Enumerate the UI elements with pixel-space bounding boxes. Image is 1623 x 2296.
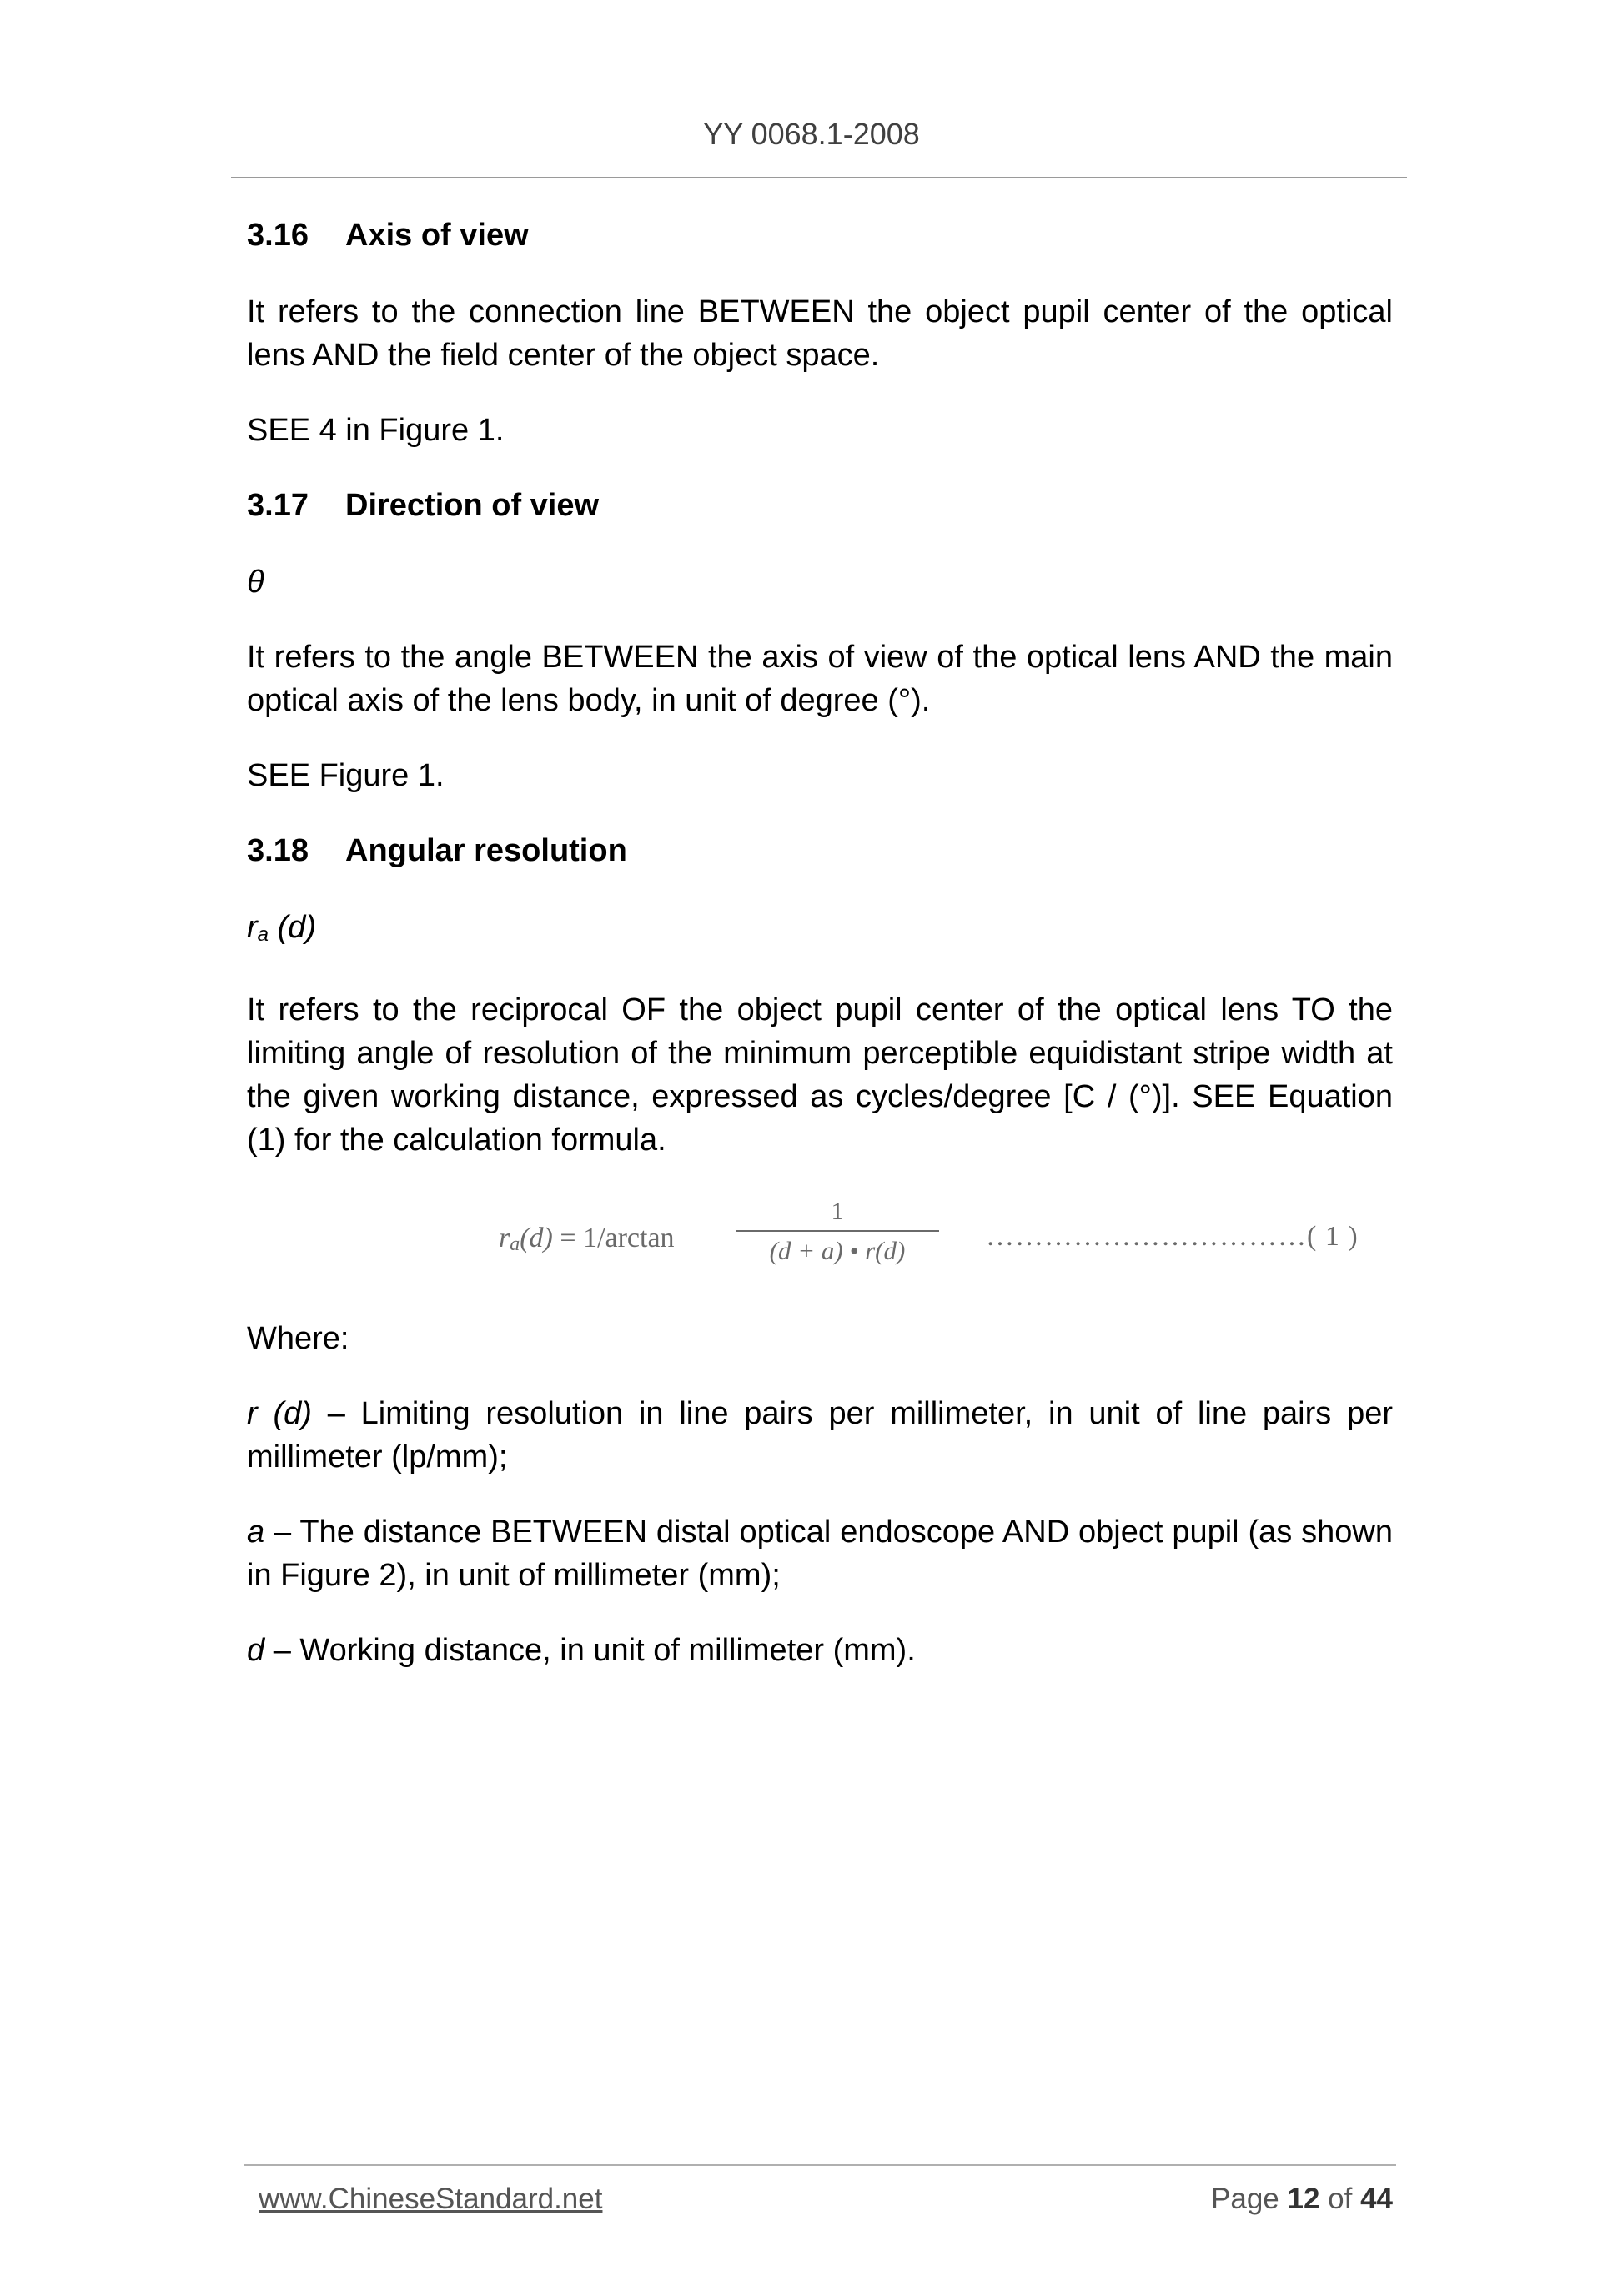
section-heading-3-18 [247,829,1393,872]
equation-numerator: 1 [831,1198,844,1225]
where-label: Where: [247,1321,349,1356]
page-number [1154,2183,1393,2216]
term-symbol: θ [247,565,264,600]
figure-reference: SEE Figure 1. [247,758,445,793]
where-item [247,1629,1393,1672]
equation-1 [247,1193,1393,1274]
equation-fraction [736,1193,939,1270]
symbol-argument: (d) [269,910,317,945]
section-body: It refers to the connection line BETWEEN the object pupil center of the optical lens AND the field center of the object space. [247,294,1393,373]
where-description: – Limiting resolution in line pairs per millimeter, in unit of line pairs per millimeter (lp/mm); [247,1396,1394,1475]
equation-number: ( 1 ) [1307,1221,1359,1252]
footer-divider [244,2164,1396,2166]
leader-dots: …………………………… [986,1221,1307,1252]
where-item [247,1392,1393,1479]
document-header: YY 0068.1-2008 [703,117,920,151]
symbol-main: r [247,910,258,945]
section-number: 3.18 [247,833,309,868]
header-divider [231,177,1407,178]
section-title: Angular resolution [345,833,627,868]
equation-operator: = 1/arctan [552,1223,675,1254]
where-symbol: d [247,1633,265,1668]
where-item [247,1510,1393,1597]
page-content [247,214,1393,1704]
section-title: Axis of view [345,218,529,253]
equation-denominator: (d + a) • r(d) [769,1236,906,1265]
page-current: 12 [1287,2183,1320,2215]
page-of: of [1319,2183,1361,2215]
section-number: 3.16 [247,218,309,253]
where-symbol: r (d) [247,1396,312,1431]
section-number: 3.17 [247,488,309,523]
section-heading-3-17 [247,484,1393,527]
where-description: – Working distance, in unit of millimeter (mm). [264,1633,916,1668]
equation-number-leader [986,1215,1359,1259]
where-description: – The distance BETWEEN distal optical endoscope AND object pupil (as shown in Figure 2), in unit of millimeter (mm); [247,1515,1393,1593]
section-heading-3-16 [247,214,1393,257]
symbol-subscript: a [257,923,269,946]
term-symbol [247,906,1393,957]
equation-lhs [499,1217,675,1266]
section-body: It refers to the angle BETWEEN the axis of view of the optical lens AND the main optical axis of the lens body, in unit of degree (°). [247,640,1393,718]
page-prefix: Page [1211,2183,1288,2215]
equation-symbol: r [499,1223,510,1254]
website-link[interactable]: www.ChineseStandard.net [259,2183,603,2215]
equation-argument: (d) [520,1223,553,1254]
section-body: It refers to the reciprocal OF the object pupil center of the optical lens TO the limiting angle of resolution of the minimum perceptible equidistant stripe width at the given working distance, expressed as cycles/degree [C / (°)]. SEE Equation (1) for the calculation formula. [247,992,1393,1158]
where-symbol: a [247,1515,265,1550]
page-total: 44 [1360,2183,1393,2215]
section-title: Direction of view [345,488,600,523]
equation-subscript: a [510,1233,520,1255]
figure-reference: SEE 4 in Figure 1. [247,413,505,448]
